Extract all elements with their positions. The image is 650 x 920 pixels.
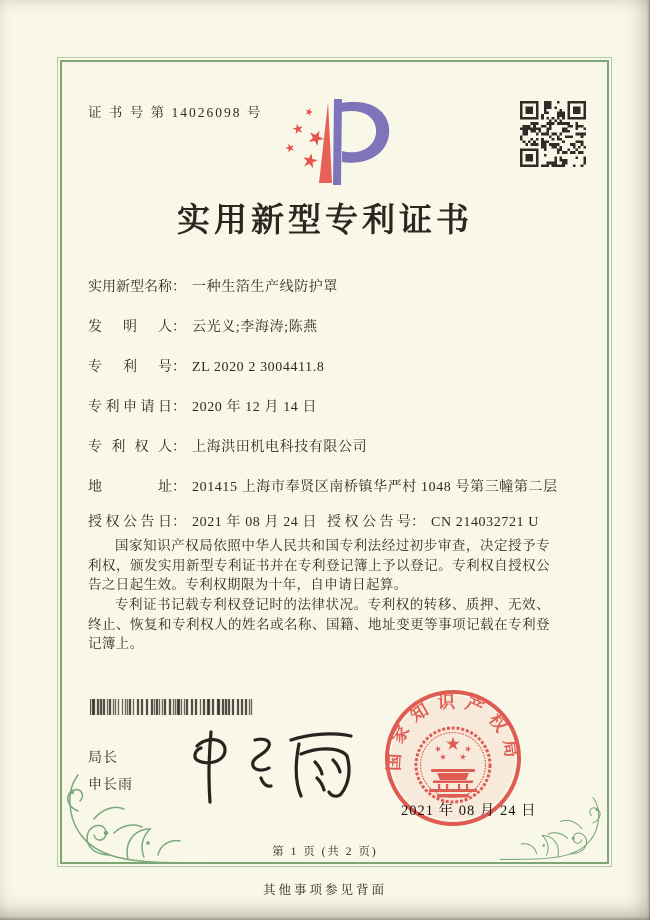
field-label: 专利申请日 bbox=[88, 400, 172, 415]
field-value: 201415 上海市奉贤区南桥镇华严村 1048 号第三幢第二层 bbox=[192, 480, 558, 495]
body-paragraph-register: 专利证书记载专利权登记时的法律状况。专利权的转移、质押、无效、终止、恢复和专利权人的姓名或名称、国籍、地址变更等事项记载在专利登记簿上。 bbox=[88, 597, 550, 651]
back-side-note: 其他事项参见背面 bbox=[262, 883, 387, 897]
field-colon: ： bbox=[172, 440, 186, 455]
field-colon: ： bbox=[172, 280, 186, 295]
field-colon: ： bbox=[172, 515, 186, 530]
field-value: 一种生箔生产线防护罩 bbox=[192, 280, 338, 295]
corner-flourish-right bbox=[498, 790, 614, 867]
signer-name: 申长雨 bbox=[88, 778, 133, 793]
field-row-address bbox=[88, 476, 558, 496]
field-colon: ： bbox=[172, 400, 186, 415]
cnipa-logo-icon bbox=[278, 95, 396, 189]
field-row-inventors bbox=[88, 316, 318, 336]
body-paragraph-grant: 国家知识产权局依照中华人民共和国专利法经过初步审查，决定授予专利权，颁发实用新型专利证书并在专利登记簿上予以登记。专利权自授权公告之日起生效。专利权期限为十年，自申请日起算。 bbox=[88, 538, 550, 592]
field-value: 云光义;李海涛;陈燕 bbox=[192, 320, 318, 335]
field-label: 发明人 bbox=[88, 320, 172, 335]
field-value: ZL 2020 2 3004411.8 bbox=[192, 360, 325, 375]
field-value: 上海洪田机电科技有限公司 bbox=[192, 440, 368, 455]
signer-role: 局长 bbox=[88, 751, 118, 766]
field-label: 专利权人 bbox=[88, 440, 172, 455]
field-row-patentee bbox=[88, 436, 367, 456]
field-label: 地址 bbox=[88, 480, 172, 495]
corner-flourish-left bbox=[48, 771, 213, 867]
qr-code bbox=[520, 101, 586, 167]
certificate-number: 证 书 号 第 14026098 号 bbox=[88, 105, 263, 120]
field-value: 2021 年 08 月 24 日 bbox=[192, 515, 318, 530]
field-value: CN 214032721 U bbox=[431, 515, 539, 530]
barcode bbox=[90, 699, 253, 715]
field-colon: ： bbox=[172, 360, 186, 375]
field-label: 专利号 bbox=[88, 360, 172, 375]
field-colon: ： bbox=[411, 515, 425, 530]
page-number: 第 1 页 (共 2 页) bbox=[272, 846, 378, 858]
field-label: 授权公告日 bbox=[88, 515, 172, 530]
field-row-filing-date bbox=[88, 396, 317, 416]
seal-text: 国家知识产权局 bbox=[383, 691, 523, 772]
field-row-name bbox=[88, 276, 338, 296]
field-row-patent-no bbox=[88, 356, 324, 376]
field-label: 实用新型名称 bbox=[88, 280, 172, 295]
field-label: 授权公告号 bbox=[327, 515, 411, 530]
seal-date: 2021 年 08 月 24 日 bbox=[401, 803, 537, 819]
field-colon: ： bbox=[172, 320, 186, 335]
certificate-title: 实用新型专利证书 bbox=[177, 203, 473, 239]
field-value: 2020 年 12 月 14 日 bbox=[192, 400, 318, 415]
field-colon: ： bbox=[172, 480, 186, 495]
field-row-grant-date bbox=[88, 511, 317, 531]
field-row-grant-no bbox=[327, 511, 539, 531]
